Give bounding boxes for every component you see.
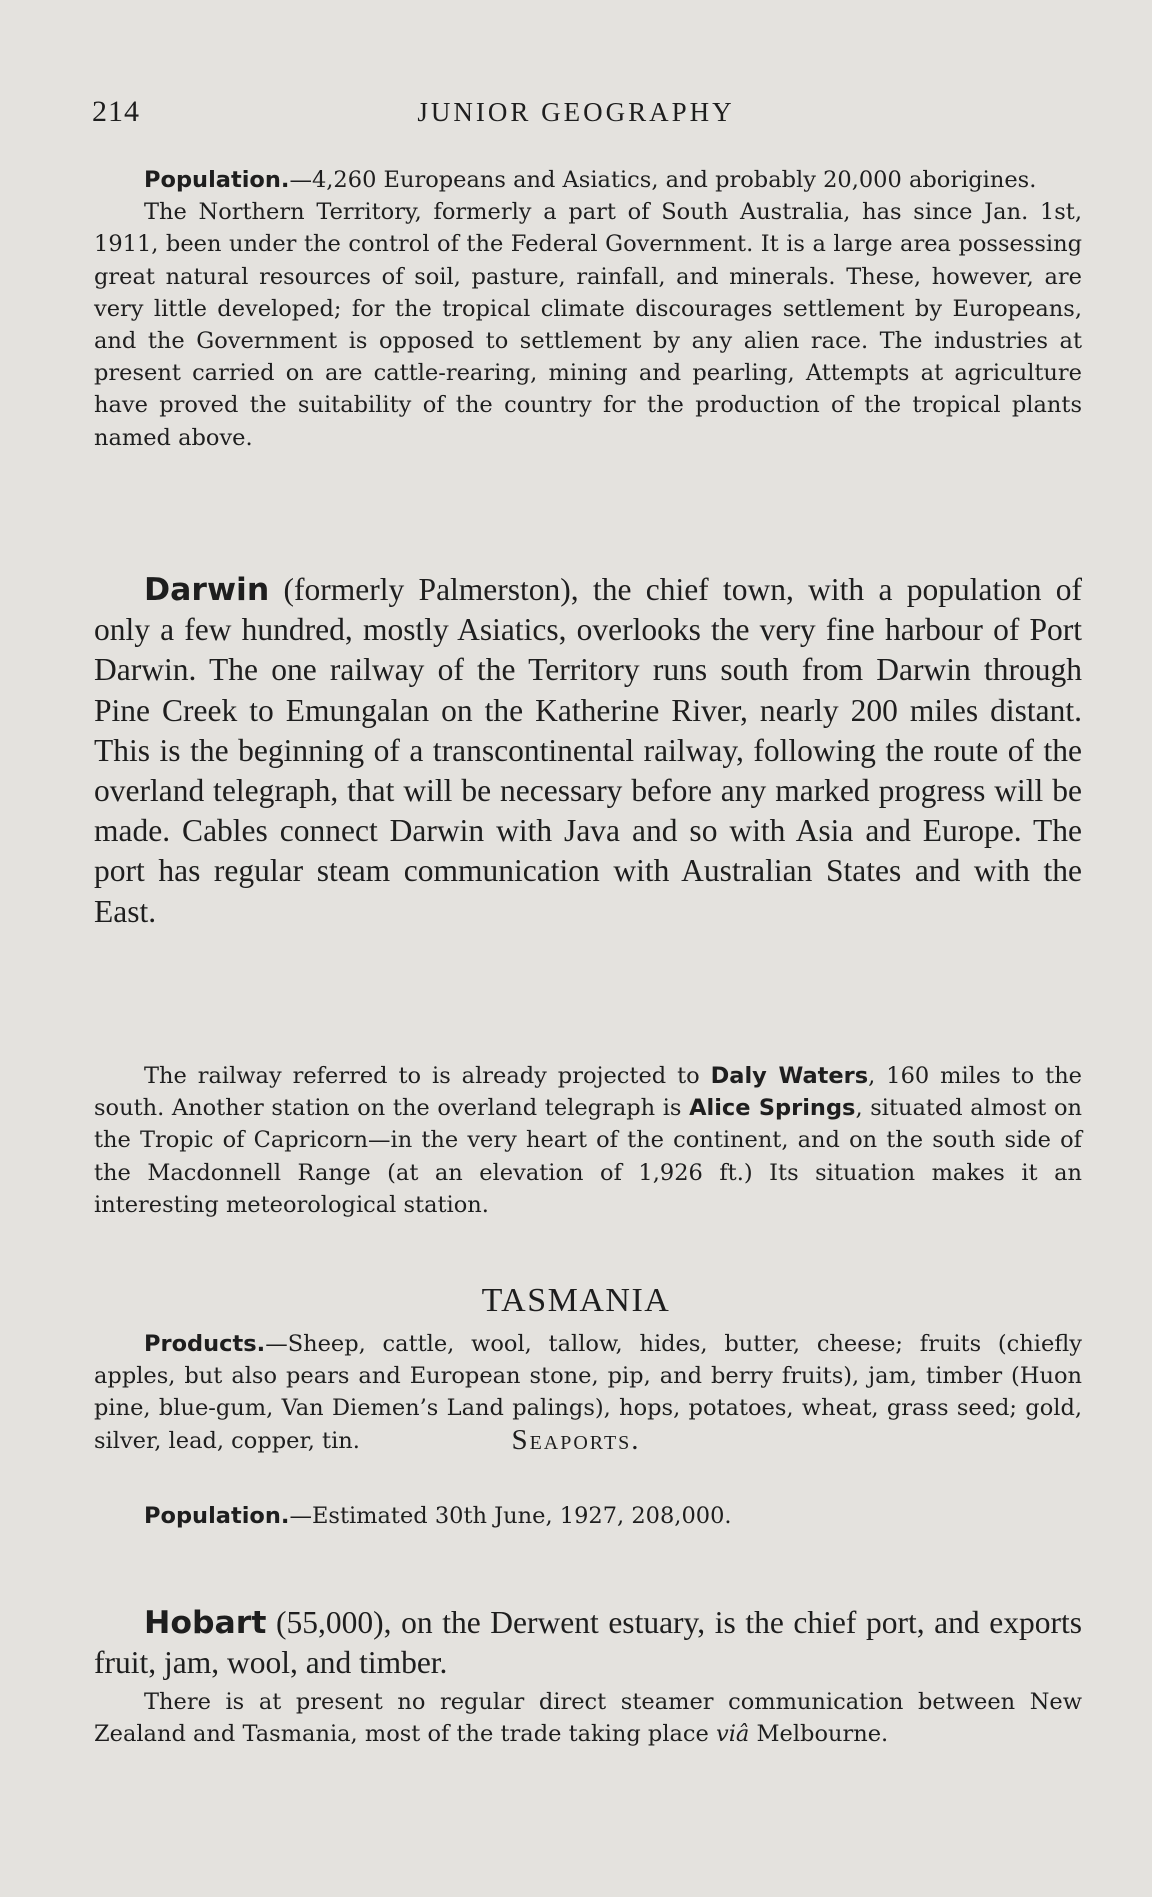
nt-population-label: Population. xyxy=(144,167,290,193)
darwin-paragraph xyxy=(94,570,1082,932)
tas-population-text: —Estimated 30th June, 1927, 208,000. xyxy=(289,1503,732,1529)
nt-population-text: —4,260 Europeans and Asiatics, and probably 20,000 aborigines. xyxy=(289,167,1037,193)
darwin-text: (formerly Palmerston), the chief town, with a population of only a few hundred, mostly Asiatics, overlooks the very fine harbour of Port Darwin. The one railway of the Territory runs south from Darwin through Pine Creek to Emungalan on the Katherine River, nearly 200 miles distant. This is the beginning of a transcontinental railway, following the route of the overland telegraph, that will be necessary before any marked progress will be made. Cables connect Darwin with Java and so with Asia and Europe. The port has regular steam communication with Australian States and with the East. xyxy=(94,572,1082,929)
page-header xyxy=(92,95,1060,135)
page-number: 214 xyxy=(92,95,140,128)
nz-note xyxy=(94,1686,1082,1750)
nz-paragraph xyxy=(94,1686,1082,1750)
nt-population xyxy=(94,164,1082,454)
alice-springs-label: Alice Springs xyxy=(689,1095,856,1122)
hobart-paragraph xyxy=(94,1603,1082,1683)
running-title: JUNIOR GEOGRAPHY xyxy=(417,97,735,127)
seaports-title: Seaports. xyxy=(511,1424,641,1456)
products-text: —Sheep, cattle, wool, tallow, hides, butter, cheese; fruits (chiefly apples, but also pears and European stone, pip, and berry fruits), jam, timber (Huon pine, blue-gum, Van Diemen’s Land palings), hops, potatoes, wheat, grass seed; gold, silver, lead, copper, tin. xyxy=(94,1331,1082,1454)
nz-text-2: Melbourne. xyxy=(749,1721,889,1748)
darwin-label: Darwin xyxy=(144,572,270,608)
tasmania-population xyxy=(94,1500,1082,1532)
nz-text-1: There is at present no regular direct steamer communication between New Zealand and Tasmania, most of the trade taking place xyxy=(94,1689,1082,1748)
daly-waters-label: Daly Waters xyxy=(710,1063,869,1089)
railway-text-2: , 160 miles to the south. Another station on the overland telegraph is xyxy=(94,1063,1082,1122)
darwin-section xyxy=(94,570,1082,932)
hobart-text: (55,000), on the Derwent estuary, is the chief port, and exports fruit, jam, wool, and timber. xyxy=(94,1605,1082,1681)
hobart-section xyxy=(94,1603,1082,1683)
nt-population-paragraph xyxy=(94,164,1082,196)
tas-population-paragraph xyxy=(94,1500,1082,1532)
hobart-label: Hobart xyxy=(144,1605,267,1641)
tasmania-title: TASMANIA xyxy=(481,1282,671,1319)
railway-paragraph xyxy=(94,1060,1082,1221)
railway-text-1: The railway referred to is already projected to xyxy=(144,1063,711,1089)
railway-text-3: , situated almost on the Tropic of Capricorn—in the very heart of the continent, and on the south side of the Macdonnell Range (at an elevation of 1,926 ft.) Its situation makes it an interesting meteorological station. xyxy=(94,1095,1082,1218)
nt-intro-paragraph: The Northern Territory, formerly a part of South Australia, has since Jan. 1st, 1911, been under the control of the Federal Government. It is a large area possessing great natural resources of soil, pasture, rainfall, and minerals. These, however, are very little developed; for the tropical climate discourages settlement by Europeans, and the Government is opposed to settlement by any alien race. The industries at present carried on are cattle-rearing, mining and pearling, Attempts at agriculture have proved the suitability of the country for the production of the tropical plants named above. xyxy=(94,199,1082,451)
via-word: viâ xyxy=(716,1721,750,1748)
tas-population-label: Population. xyxy=(144,1503,290,1529)
products-label: Products. xyxy=(144,1331,266,1357)
railway-note xyxy=(94,1060,1082,1221)
